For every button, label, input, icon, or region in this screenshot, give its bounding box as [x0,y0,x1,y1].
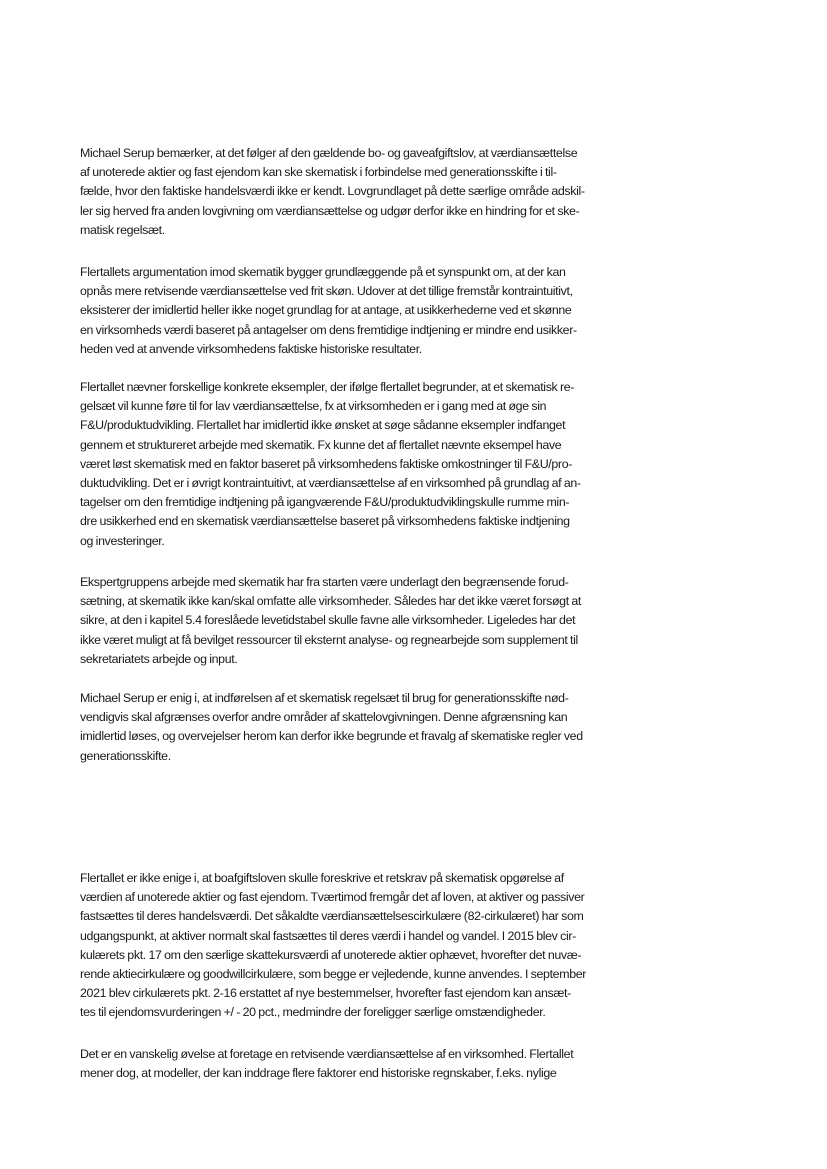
text-line: gelsæt vil kunne føre til for lav værdiansættelse, fx at virksomheden er i gang med at øge sin [80,399,547,414]
paragraph [80,263,740,359]
text-line: kulærets pkt. 17 om den særlige skattekursværdi af unoterede aktier ophævet, hvorefter det nuvæ- [80,947,582,962]
text-line: af unoterede aktier og fast ejendom kan ske skematisk i forbindelse med generationsskifte i til- [80,165,557,180]
text-line: Det er en vanskelig øvelse at foretage en retvisende værdiansættelse af en virksomhed. Flertallet [80,1047,574,1061]
text-line: fælde, hvor den faktiske handelsværdi ikke er kendt. Lovgrundlaget på dette særlige område adskil- [80,184,585,199]
text-line: sikre, at den i kapitel 5.4 foreslåede levetidstabel skulle favne alle virksomheder. Ligeledes har det [80,613,576,628]
text-line: 2021 blev cirkulærets pkt. 2-16 erstattet af nye bestemmelser, hvorefter fast ejendom kan ansæt- [80,986,571,1001]
text-line: opnås mere retvisende værdiansættelse ved frit skøn. Udover at det tillige fremstår kontraintuitivt, [80,284,573,299]
text-line: sekretariatets arbejde og input. [80,651,238,666]
text-line: Michael Serup bemærker, at det følger af den gældende bo- og gaveafgiftslov, at værdiansættelse [80,146,578,160]
text-line: værdien af unoterede aktier og fast ejendom. Tværtimod fremgår det af loven, at aktiver og passiver [80,890,585,905]
text-line: heden ved at anvende virksomhedens faktiske historiske resultater. [80,341,422,356]
paragraph [80,378,740,551]
text-line: Flertallet nævner forskellige konkrete eksempler, der ifølge flertallet begrunder, at et skematisk re- [80,380,575,394]
text-line: eksisterer der imidlertid heller ikke noget grundlag for at antage, at usikkerhederne ved et skønne [80,303,572,318]
text-line: duktudvikling. Det er i øvrigt kontraintuitivt, at værdiansættelse af en virksomhed på grundlag af an- [80,475,581,490]
paragraph [80,573,740,669]
text-line: Ekspertgruppens arbejde med skematik har fra starten være underlagt den begrænsende forud- [80,575,569,589]
text-line: imidlertid løses, og overvejelser herom kan derfor ikke begrunde et fravalg af skematiske regler ved [80,729,583,744]
paragraph [80,144,740,240]
text-line: mener dog, at modeller, der kan inddrage flere faktorer end historiske regnskaber, f.eks. nylige [80,1066,557,1081]
paragraph [80,1045,740,1083]
text-line: rende aktiecirkulære og goodwillcirkulære, som begge er vejledende, kunne anvendes. I september [80,966,587,981]
text-line: og investeringer. [80,533,165,548]
text-line: generationsskifte. [80,748,171,763]
text-line: Flertallet er ikke enige i, at boafgiftsloven skulle foreskrive et retskrav på skematisk opgørelse af [80,871,564,885]
text-line: været løst skematisk med en faktor baseret på virksomhedens faktiske omkostninger til F&U/pro- [80,456,573,471]
text-line: tagelser om den fremtidige indtjening på igangværende F&U/produktudviklingskulle rumme min- [80,495,570,510]
text-line: ler sig herved fra anden lovgivning om værdiansættelse og udgør derfor ikke en hindring for et ske- [80,203,580,218]
text-line: vendigvis skal afgrænses overfor andre områder af skattelovgivningen. Denne afgrænsning kan [80,710,568,725]
text-line: sætning, at skematik ikke kan/skal omfatte alle virksomheder. Således har det ikke været forsøgt at [80,594,582,609]
text-line: tes til ejendomsvurderingen +/ - 20 pct., medmindre der foreligger særlige omstændigheder. [80,1005,546,1020]
paragraph [80,689,740,766]
text-line: fastsættes til deres handelsværdi. Det såkaldte værdiansættelsescirkulære (82-cirkulæret) har som [80,909,584,924]
text-line: ikke været muligt at få bevilget ressourcer til eksternt analyse- og regnearbejde som supplement til [80,632,578,647]
text-line: Flertallets argumentation imod skematik bygger grundlæggende på et synspunkt om, at der kan [80,265,566,279]
paragraph [80,869,740,1023]
text-line: Michael Serup er enig i, at indførelsen af et skematisk regelsæt til brug for generationsskifte nød- [80,691,569,705]
text-line: dre usikkerhed end en skematisk værdiansættelse baseret på virksomhedens faktiske indtjening [80,514,570,529]
text-line: matisk regelsæt. [80,222,165,237]
text-line: F&U/produktudvikling. Flertallet har imidlertid ikke ønsket at søge sådanne eksempler indfanget [80,418,566,433]
text-line: udgangspunkt, at aktiver normalt skal fastsættes til deres værdi i handel og vandel. I 2015 blev cir- [80,928,576,943]
text-line: gennem et struktureret arbejde med skematik. Fx kunne det af flertallet nævnte eksempel have [80,437,562,452]
text-line: en virksomheds værdi baseret på antagelser om dens fremtidige indtjening er mindre end usikker- [80,322,577,337]
